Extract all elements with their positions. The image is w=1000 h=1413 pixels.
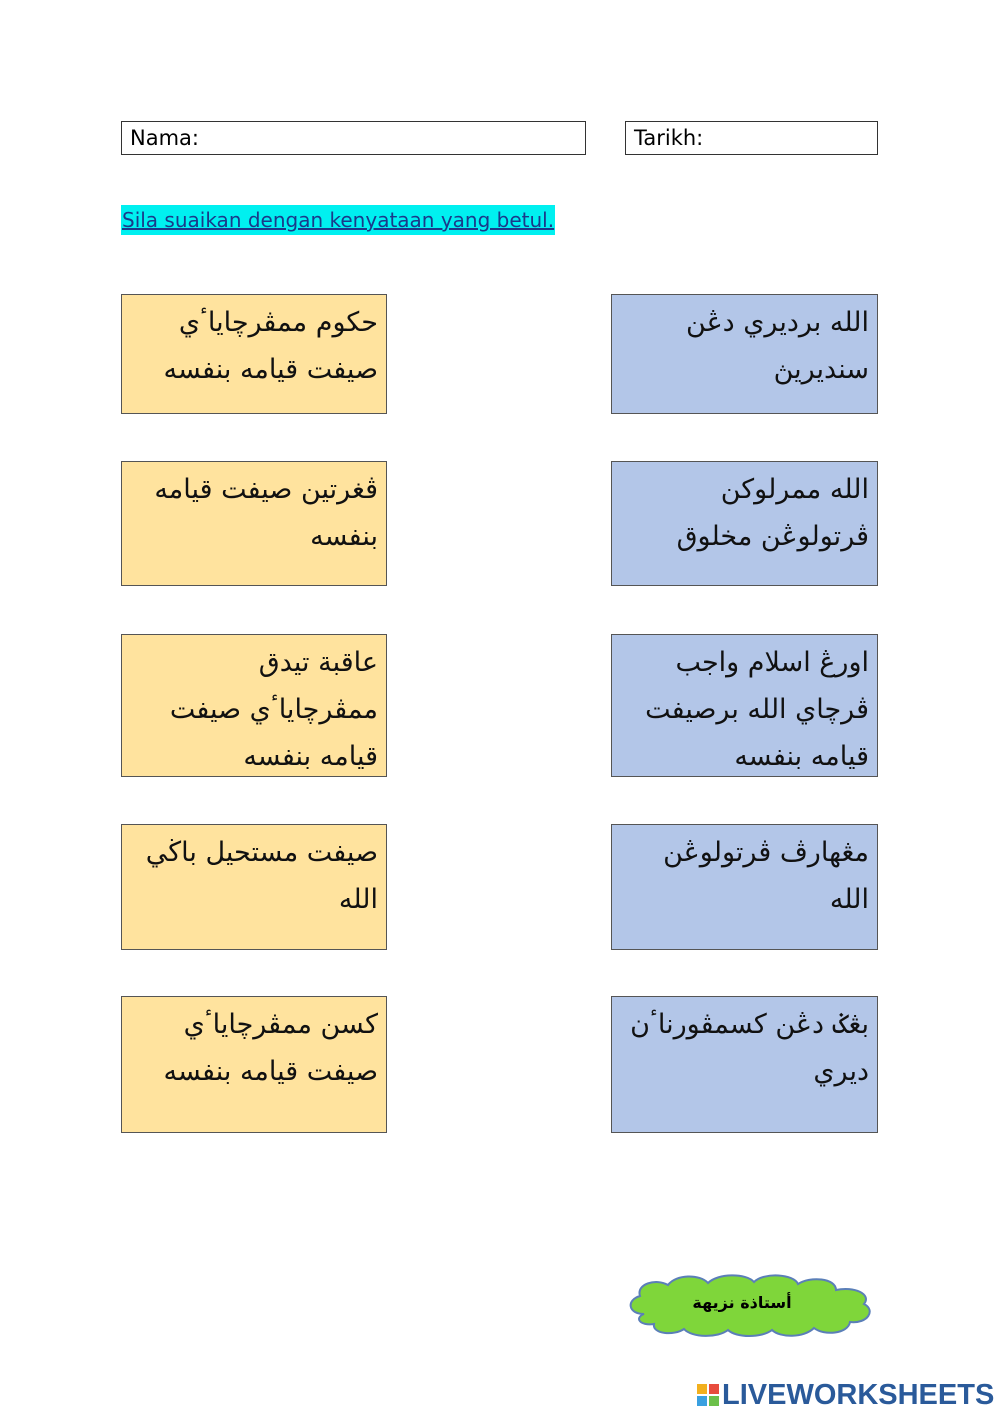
left-card-3[interactable]: عاقبة تيدق ممڤرچاياٴي صيفت قيامه بنفسه <box>121 634 387 777</box>
name-label: Nama: <box>130 126 199 150</box>
brand-name: LIVEWORKSHEETS <box>722 1378 995 1411</box>
left-card-4[interactable]: صيفت مستحيل باڬي الله <box>121 824 387 950</box>
liveworksheets-logo-icon <box>697 1384 719 1406</box>
name-field[interactable] <box>121 121 586 155</box>
teacher-name: أستاذة نزيهة <box>692 1293 792 1312</box>
right-card-4[interactable]: مڠهارڤ ڤرتولوڠن الله <box>611 824 878 950</box>
instruction-text: Sila suaikan dengan kenyataan yang betul. <box>121 205 555 235</box>
right-card-3[interactable]: اورڠ اسلام واجب ڤرچاي الله برصيفت قيامه بنفسه <box>611 634 878 777</box>
right-card-1[interactable]: الله برديري دڠن سنديريڽ <box>611 294 878 414</box>
date-label: Tarikh: <box>634 126 704 150</box>
date-field[interactable] <box>625 121 878 155</box>
left-card-2[interactable]: ڤغرتين صيفت قيامه بنفسه <box>121 461 387 586</box>
left-card-1[interactable]: حكوم ممڤرچاياٴي صيفت قيامه بنفسه <box>121 294 387 414</box>
right-card-5[interactable]: بڠݢ دڠن كسمڤورناٴن ديري <box>611 996 878 1133</box>
brand-logo-area[interactable] <box>697 1378 994 1412</box>
left-card-5[interactable]: كسن ممڤرچاياٴي صيفت قيامه بنفسه <box>121 996 387 1133</box>
right-card-2[interactable]: الله ممرلوكن ڤرتولوڠن مخلوق <box>611 461 878 586</box>
